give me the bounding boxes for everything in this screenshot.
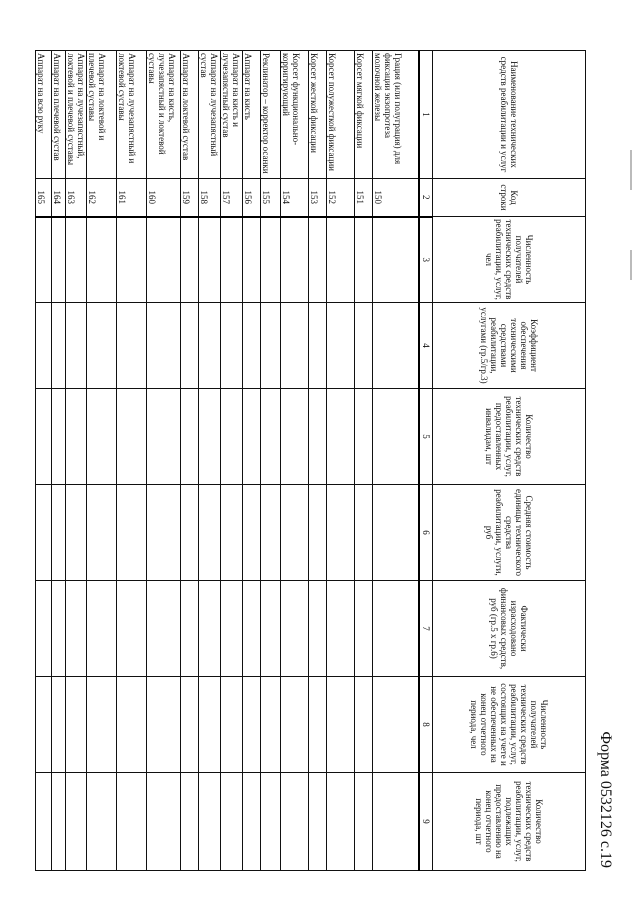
data-cell[interactable] — [181, 773, 199, 871]
header-unserved: Численность получателей технических средств реабилитации, услуг, состоящих на учете и не обеспеченных на конец отчетного периода, чел — [433, 677, 586, 773]
data-cell[interactable] — [281, 677, 309, 773]
scan-artifact — [630, 250, 632, 280]
data-cell[interactable] — [261, 773, 281, 871]
data-cell[interactable] — [87, 581, 117, 677]
row-code: 156 — [243, 179, 261, 217]
data-cell[interactable] — [261, 389, 281, 485]
data-cell[interactable] — [221, 677, 243, 773]
data-cell[interactable] — [243, 581, 261, 677]
data-cell[interactable] — [36, 485, 52, 581]
data-cell[interactable] — [36, 581, 52, 677]
data-cell[interactable] — [221, 303, 243, 389]
data-cell[interactable] — [309, 389, 327, 485]
data-cell[interactable] — [199, 303, 221, 389]
data-cell[interactable] — [221, 773, 243, 871]
data-cell[interactable] — [221, 217, 243, 303]
data-cell[interactable] — [181, 485, 199, 581]
row-name: Аппарат на лучезапястный сустав — [199, 51, 221, 179]
data-cell[interactable] — [243, 217, 261, 303]
row-code: 154 — [281, 179, 309, 217]
data-cell[interactable] — [66, 389, 87, 485]
data-cell[interactable] — [261, 217, 281, 303]
table-row — [87, 51, 117, 871]
col-number: 8 — [419, 677, 433, 773]
header-quantity: Количество технических средств реабилитации, услуг, предоставленных инвалидам, шт — [433, 389, 586, 485]
row-name: Аппарат на кисть и лучезапястный сустав — [221, 51, 243, 179]
data-cell[interactable] — [117, 677, 147, 773]
data-cell[interactable] — [243, 485, 261, 581]
data-cell[interactable] — [355, 677, 373, 773]
row-name: Корсет полужесткой фиксации — [327, 51, 355, 179]
data-cell[interactable] — [181, 677, 199, 773]
data-cell[interactable] — [52, 485, 66, 581]
data-cell[interactable] — [52, 389, 66, 485]
data-cell[interactable] — [66, 773, 87, 871]
row-name: Реклинатор – корректор осанки — [261, 51, 281, 179]
row-code: 150 — [373, 179, 419, 217]
data-cell[interactable] — [87, 303, 117, 389]
table-row — [221, 51, 243, 871]
data-cell[interactable] — [327, 217, 355, 303]
data-cell[interactable] — [309, 581, 327, 677]
row-name: Аппарат на локтевой и плечевой суставы — [87, 51, 117, 179]
data-cell[interactable] — [52, 773, 66, 871]
table-row — [327, 51, 355, 871]
table-row — [36, 51, 52, 871]
data-cell[interactable] — [52, 677, 66, 773]
table-row — [147, 51, 181, 871]
row-code: 158 — [199, 179, 221, 217]
data-cell[interactable] — [281, 581, 309, 677]
col-number: 2 — [419, 179, 433, 217]
data-cell[interactable] — [117, 581, 147, 677]
row-name: Аппарат на всю руку — [36, 51, 52, 179]
data-cell[interactable] — [309, 303, 327, 389]
data-cell[interactable] — [373, 303, 419, 389]
data-cell[interactable] — [373, 389, 419, 485]
header-name: Наименование технических средств реабилитации и услуг — [433, 51, 586, 179]
data-cell[interactable] — [327, 677, 355, 773]
data-cell[interactable] — [36, 389, 52, 485]
data-cell[interactable] — [373, 677, 419, 773]
row-code: 159 — [181, 179, 199, 217]
header-spent: Фактически израсходовано финансовых средств, руб (гр.5 х гр.6) — [433, 581, 586, 677]
col-number: 7 — [419, 581, 433, 677]
data-cell[interactable] — [87, 389, 117, 485]
row-code: 164 — [52, 179, 66, 217]
data-cell[interactable] — [52, 303, 66, 389]
header-recipients: Численность получателей технических средств реабилитации, услуг, чел — [433, 217, 586, 303]
data-cell[interactable] — [327, 773, 355, 871]
data-cell[interactable] — [243, 773, 261, 871]
row-code: 151 — [355, 179, 373, 217]
table-row — [181, 51, 199, 871]
data-cell[interactable] — [147, 389, 181, 485]
table-row — [309, 51, 327, 871]
data-cell[interactable] — [181, 389, 199, 485]
data-cell[interactable] — [181, 217, 199, 303]
data-cell[interactable] — [281, 773, 309, 871]
data-cell[interactable] — [87, 485, 117, 581]
data-cell[interactable] — [66, 217, 87, 303]
row-code: 152 — [327, 179, 355, 217]
row-name: Корсет мягкой фиксации — [355, 51, 373, 179]
table-row — [243, 51, 261, 871]
data-cell[interactable] — [117, 303, 147, 389]
data-cell[interactable] — [261, 677, 281, 773]
data-cell[interactable] — [36, 773, 52, 871]
data-cell[interactable] — [309, 485, 327, 581]
data-cell[interactable] — [221, 485, 243, 581]
row-code: 161 — [117, 179, 147, 217]
data-cell[interactable] — [355, 389, 373, 485]
row-name: Грация (или полуграция) для фиксации экзопротеза молочной железы — [373, 51, 419, 179]
data-cell[interactable] — [327, 389, 355, 485]
data-cell[interactable] — [147, 303, 181, 389]
data-cell[interactable] — [355, 303, 373, 389]
data-cell[interactable] — [281, 485, 309, 581]
data-cell[interactable] — [147, 217, 181, 303]
header-to-provide: Количество технических средств реабилитации, услуг, подлежащих предоставлению на конец отчетного периода, шт — [433, 773, 586, 871]
data-cell[interactable] — [281, 217, 309, 303]
data-cell[interactable] — [373, 773, 419, 871]
row-code: 160 — [147, 179, 181, 217]
header-coefficient: Коэффициент обеспечения техническими средствами реабилитации, услугами (гр.5/гр.3) — [433, 303, 586, 389]
data-cell[interactable] — [261, 485, 281, 581]
data-cell[interactable] — [199, 217, 221, 303]
table-row — [199, 51, 221, 871]
data-cell[interactable] — [66, 485, 87, 581]
col-number: 5 — [419, 389, 433, 485]
data-cell[interactable] — [117, 485, 147, 581]
column-number-row — [419, 51, 433, 871]
data-cell[interactable] — [261, 303, 281, 389]
data-cell[interactable] — [327, 303, 355, 389]
data-cell[interactable] — [199, 677, 221, 773]
table-row — [117, 51, 147, 871]
row-name: Корсет функционально-корригирующий — [281, 51, 309, 179]
col-number: 9 — [419, 773, 433, 871]
data-cell[interactable] — [309, 677, 327, 773]
data-cell[interactable] — [36, 217, 52, 303]
data-cell[interactable] — [147, 677, 181, 773]
data-cell[interactable] — [181, 303, 199, 389]
data-cell[interactable] — [117, 217, 147, 303]
form-number: Форма 0532126 с.19 — [597, 731, 614, 868]
row-code: 157 — [221, 179, 243, 217]
data-cell[interactable] — [117, 389, 147, 485]
data-cell[interactable] — [66, 303, 87, 389]
data-cell[interactable] — [243, 303, 261, 389]
data-cell[interactable] — [181, 581, 199, 677]
data-cell[interactable] — [327, 581, 355, 677]
row-name: Аппарат на кисть, лучезапястный и локтевой суставы — [147, 51, 181, 179]
data-cell[interactable] — [373, 217, 419, 303]
row-name: Корсет жесткой фиксации — [309, 51, 327, 179]
data-cell[interactable] — [261, 581, 281, 677]
data-cell[interactable] — [355, 581, 373, 677]
data-cell[interactable] — [221, 389, 243, 485]
data-cell[interactable] — [281, 389, 309, 485]
data-cell[interactable] — [66, 677, 87, 773]
report-table — [36, 50, 587, 871]
row-code: 155 — [261, 179, 281, 217]
data-cell[interactable] — [87, 677, 117, 773]
data-cell[interactable] — [199, 389, 221, 485]
data-cell[interactable] — [243, 389, 261, 485]
table-row — [261, 51, 281, 871]
row-name: Аппарат на лучезапястный и локтевой суставы — [117, 51, 147, 179]
data-cell[interactable] — [52, 581, 66, 677]
table-row — [52, 51, 66, 871]
col-number: 6 — [419, 485, 433, 581]
data-cell[interactable] — [87, 217, 117, 303]
data-cell[interactable] — [373, 485, 419, 581]
data-cell[interactable] — [199, 773, 221, 871]
data-cell[interactable] — [199, 485, 221, 581]
header-row — [433, 51, 586, 871]
data-cell[interactable] — [221, 581, 243, 677]
row-name: Аппарат на локтевой сустав — [181, 51, 199, 179]
data-cell[interactable] — [66, 581, 87, 677]
data-cell[interactable] — [117, 773, 147, 871]
data-cell[interactable] — [243, 677, 261, 773]
data-cell[interactable] — [52, 217, 66, 303]
row-name: Аппарат на плечевой сустав — [52, 51, 66, 179]
header-avg-cost: Средняя стоимость единицы технического средства реабилитации, услуги, руб — [433, 485, 586, 581]
data-cell[interactable] — [327, 485, 355, 581]
data-cell[interactable] — [199, 581, 221, 677]
table-row — [373, 51, 419, 871]
table-row — [66, 51, 87, 871]
row-code: 162 — [87, 179, 117, 217]
table-row — [355, 51, 373, 871]
row-code: 153 — [309, 179, 327, 217]
row-name: Аппарат на кисть — [243, 51, 261, 179]
data-cell[interactable] — [309, 217, 327, 303]
data-cell[interactable] — [36, 303, 52, 389]
rotated-form — [36, 50, 614, 870]
data-cell[interactable] — [373, 581, 419, 677]
col-number: 4 — [419, 303, 433, 389]
scan-artifact — [630, 150, 632, 190]
row-name: Аппарат на лучезапястный, локтевой и плечевой суставы — [66, 51, 87, 179]
data-cell[interactable] — [281, 303, 309, 389]
col-number: 3 — [419, 217, 433, 303]
row-code: 163 — [66, 179, 87, 217]
col-number: 1 — [419, 51, 433, 179]
data-cell[interactable] — [309, 773, 327, 871]
data-cell[interactable] — [355, 773, 373, 871]
data-cell[interactable] — [36, 677, 52, 773]
data-cell[interactable] — [147, 485, 181, 581]
table-row — [281, 51, 309, 871]
data-cell[interactable] — [147, 581, 181, 677]
row-code: 165 — [36, 179, 52, 217]
data-cell[interactable] — [355, 485, 373, 581]
header-code: Код строки — [433, 179, 586, 217]
data-cell[interactable] — [355, 217, 373, 303]
data-cell[interactable] — [87, 773, 117, 871]
data-cell[interactable] — [147, 773, 181, 871]
